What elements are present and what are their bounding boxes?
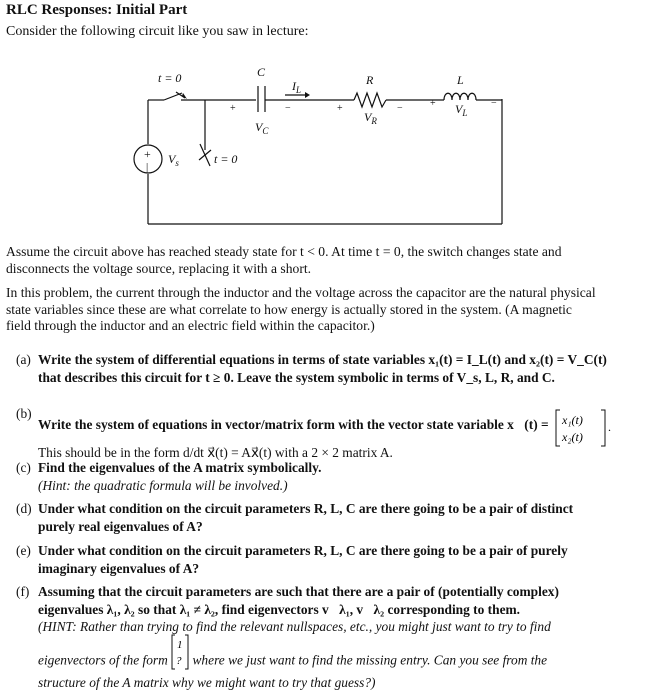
current-label: $I_L$ [292,79,302,95]
source-plus: + [144,147,151,161]
svg-text:?: ? [176,654,182,667]
eigenvector-guess [171,634,189,685]
switch-bottom-label: t = 0 [214,152,238,166]
inductor-minus: − [491,98,497,109]
svg-text:x₂(t): x₂(t) [562,430,583,444]
inductor-plus: + [430,98,436,109]
paragraph-state-variables: In this problem, the current through the inductor and the voltage across the capacitor are the natural physical state variables since these are what correlate to how energy is actually stored in the system. (A magnetic field through the inductor and an electric field within the capacitor.) [6,285,596,334]
page-title: RLC Responses: Initial Part [6,2,188,18]
source-label: $V_s$ [168,152,179,168]
inductor-voltage-label: $V_L$ [455,102,468,118]
switch-top-label: t = 0 [158,71,182,85]
state-vector [555,409,613,452]
svg-text:1: 1 [177,638,183,651]
current-arrowhead [305,92,310,98]
resistor-label: R [366,73,374,87]
resistor-voltage-label: $V_R$ [364,110,377,126]
capacitor-voltage-label: $V_C$ [255,120,269,136]
svg-text:.: . [608,420,612,434]
capacitor-plus: + [230,103,236,114]
rlc-circuit-diagram [0,0,662,240]
resistor [354,93,386,107]
source-minus: | [146,161,149,173]
switch-bottom-cross [199,150,211,160]
intro-sentence: Consider the following circuit like you saw in lecture: [6,24,309,39]
resistor-minus: − [397,103,403,114]
inductor-label: L [457,73,464,87]
inductor [444,93,476,100]
capacitor-label: C [257,65,266,79]
resistor-plus: + [337,103,343,114]
svg-text:x₁(t): x₁(t) [562,413,583,427]
capacitor-minus: − [285,103,291,114]
paragraph-steady-state: Assume the circuit above has reached steady state for t < 0. At time t = 0, the switch changes state and disconnects the voltage source, replacing it with a short. [6,244,562,276]
